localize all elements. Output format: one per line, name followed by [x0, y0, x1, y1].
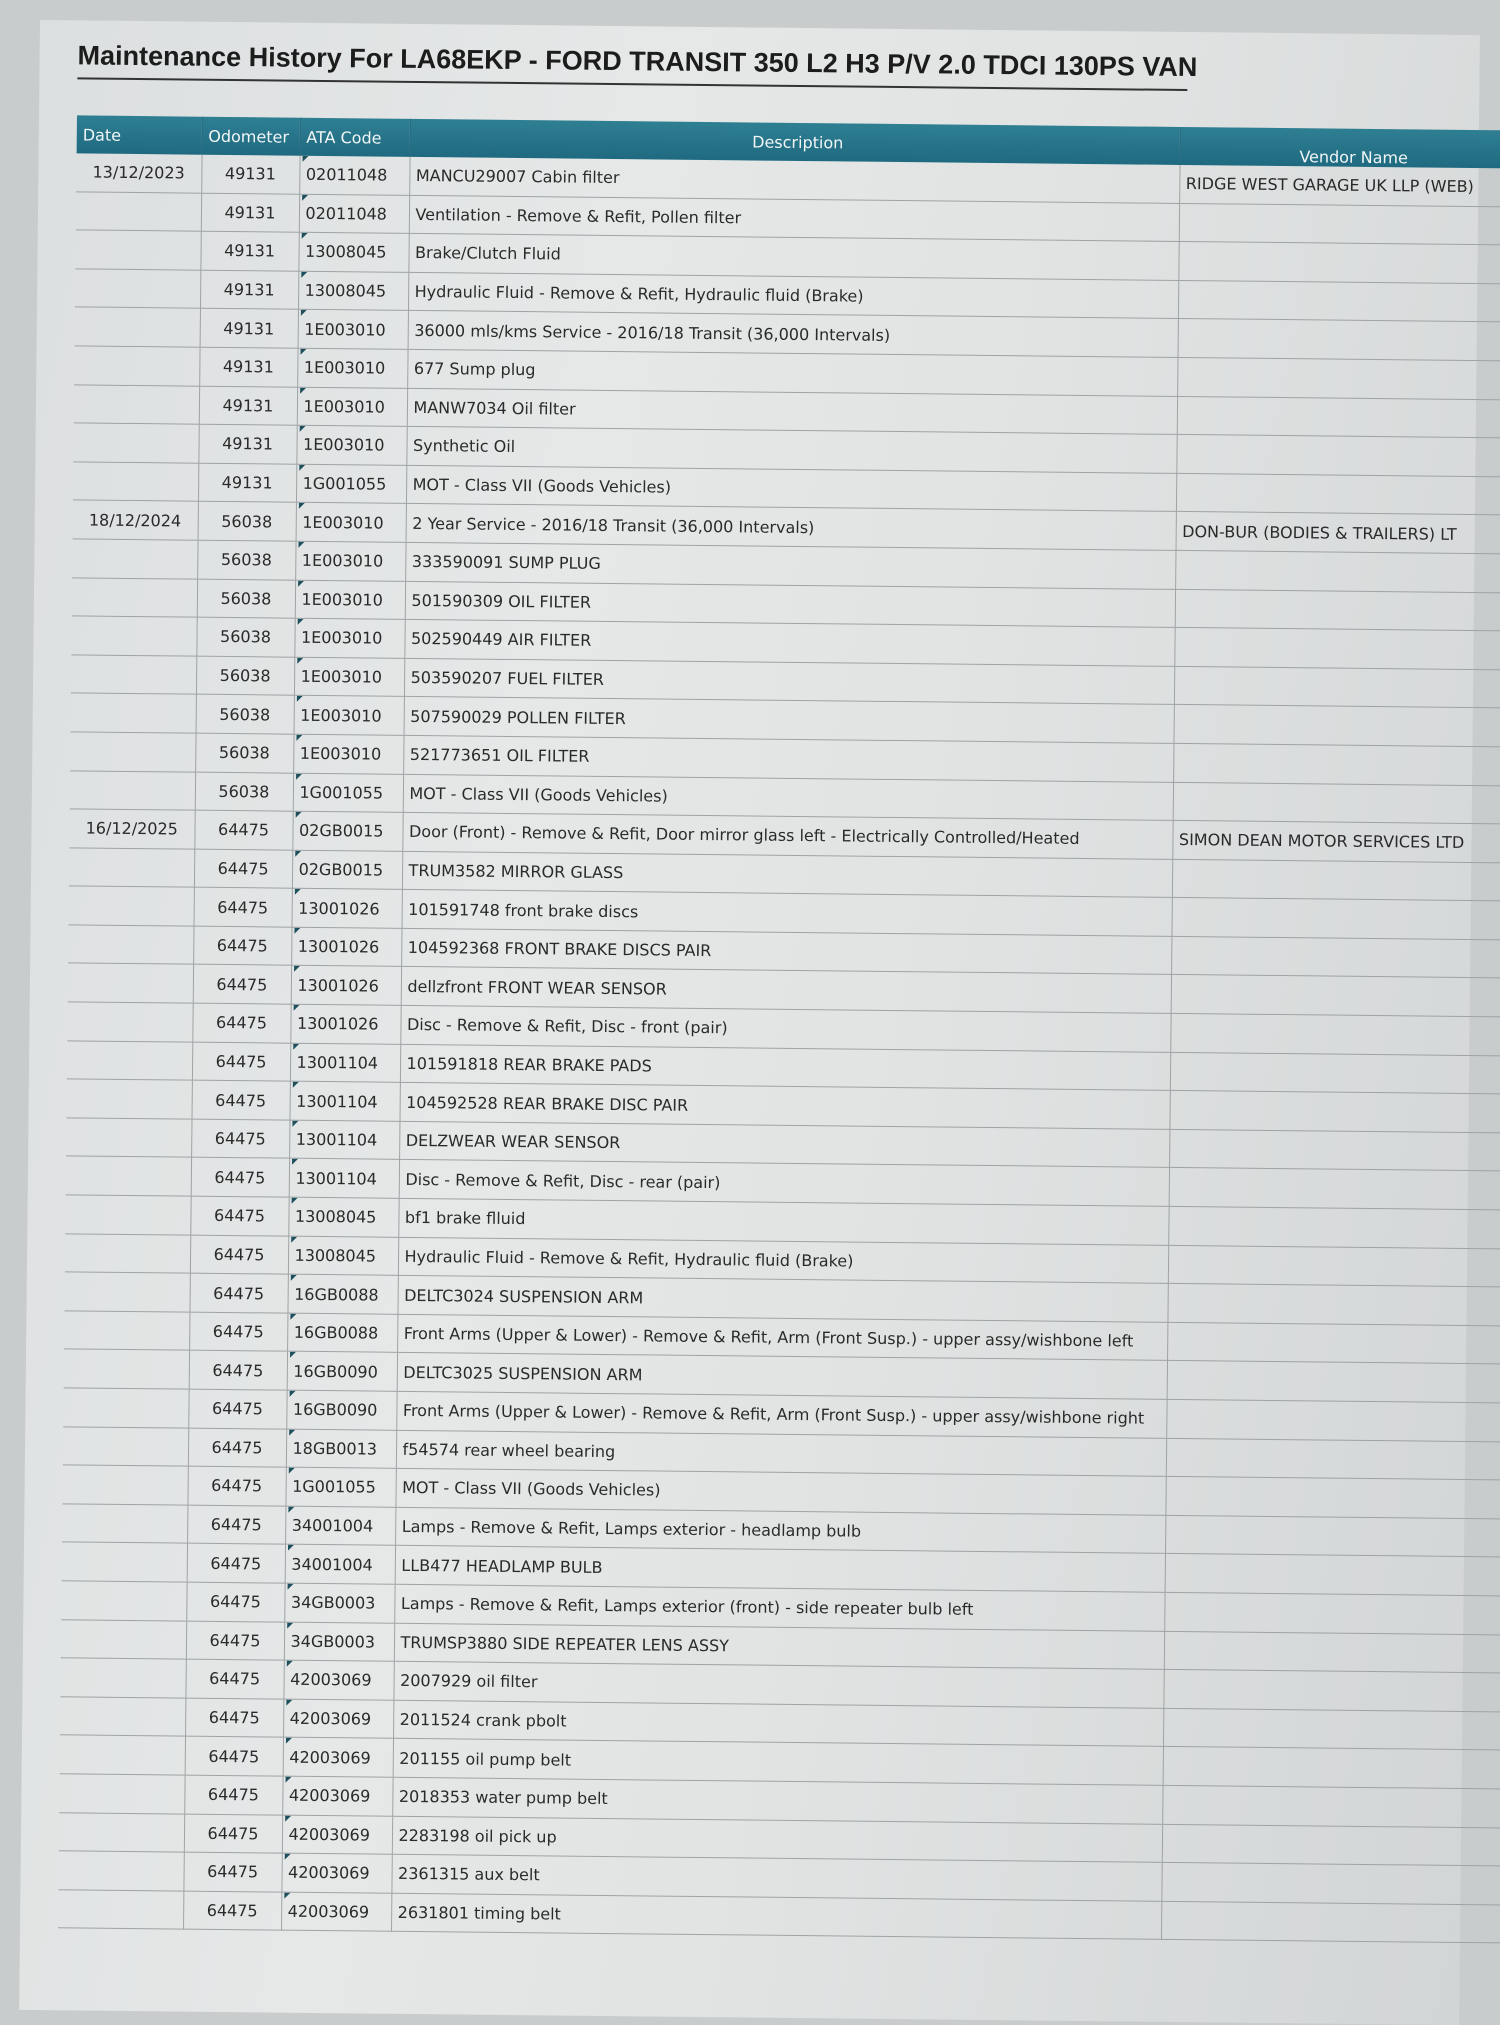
row-description: 2283198 oil pick up	[392, 1816, 1162, 1863]
row-vendor-name	[1161, 1901, 1500, 1943]
row-odometer: 56038	[196, 617, 294, 657]
row-vendor-name	[1164, 1631, 1500, 1673]
row-date	[61, 1619, 186, 1659]
row-vendor-name	[1165, 1515, 1500, 1557]
row-description: 2 Year Service - 2016/18 Transit (36,000 Intervals)	[406, 504, 1176, 551]
row-odometer: 64475	[184, 1814, 282, 1854]
row-odometer: 56038	[196, 694, 294, 734]
row-vendor-name	[1162, 1824, 1500, 1866]
row-odometer: 64475	[185, 1659, 283, 1699]
row-ata-code: 34001004	[285, 1506, 395, 1546]
row-ata-code: 34001004	[285, 1545, 395, 1585]
row-date	[60, 1697, 185, 1737]
row-description: 507590029 POLLEN FILTER	[404, 697, 1174, 744]
row-description: DELZWEAR WEAR SENSOR	[399, 1121, 1169, 1168]
row-ata-code: 16GB0088	[287, 1313, 397, 1353]
row-ata-code: 02011048	[299, 156, 409, 195]
row-odometer: 64475	[185, 1698, 283, 1738]
row-vendor-name	[1176, 435, 1500, 477]
row-odometer: 64475	[187, 1505, 285, 1545]
row-ata-code: 13008045	[288, 1197, 398, 1237]
row-date	[67, 1040, 192, 1080]
row-ata-code: 02GB0015	[292, 811, 402, 851]
row-ata-code: 02GB0015	[292, 850, 402, 890]
row-ata-code: 1E003010	[296, 425, 406, 465]
row-odometer: 49131	[200, 309, 298, 349]
row-description: 2361315 aux belt	[391, 1854, 1161, 1901]
row-ata-code: 1E003010	[297, 348, 407, 388]
header-ata-code: ATA Code	[300, 118, 410, 157]
row-vendor-name	[1167, 1322, 1500, 1364]
table-body	[58, 153, 1500, 1943]
header-date: Date	[77, 115, 202, 154]
row-vendor-name	[1169, 1129, 1500, 1171]
row-ata-code: 13001026	[291, 966, 401, 1006]
row-date	[59, 1812, 184, 1852]
row-date	[74, 346, 199, 386]
row-date	[73, 462, 198, 502]
row-ata-code: 42003069	[281, 1892, 391, 1932]
row-description: LLB477 HEADLAMP BULB	[395, 1546, 1165, 1593]
row-ata-code: 16GB0090	[287, 1352, 397, 1392]
row-description: dellzfront FRONT WEAR SENSOR	[401, 967, 1171, 1014]
row-ata-code: 13001026	[290, 1004, 400, 1044]
row-date	[71, 655, 196, 695]
row-date	[64, 1349, 189, 1389]
row-description: 2631801 timing belt	[391, 1893, 1161, 1940]
row-vendor-name	[1169, 1091, 1500, 1133]
row-vendor-name	[1165, 1477, 1500, 1519]
row-date	[70, 732, 195, 772]
row-description: Hydraulic Fluid - Remove & Refit, Hydraulic fluid (Brake)	[408, 272, 1178, 319]
row-odometer: 49131	[201, 155, 299, 194]
row-odometer: 56038	[198, 502, 296, 542]
row-description: 502590449 AIR FILTER	[404, 619, 1174, 666]
row-ata-code: 18GB0013	[286, 1429, 396, 1469]
row-odometer: 64475	[187, 1466, 285, 1506]
row-description: bf1 brake flluid	[398, 1198, 1168, 1245]
row-vendor-name	[1161, 1862, 1500, 1904]
row-vendor-name	[1172, 859, 1500, 901]
row-ata-code: 1E003010	[296, 503, 406, 543]
row-ata-code: 34GB0003	[284, 1583, 394, 1623]
row-ata-code: 13008045	[298, 232, 408, 272]
row-vendor-name: RIDGE WEST GARAGE UK LLP (WEB)	[1179, 165, 1500, 207]
row-ata-code: 1G001055	[285, 1467, 395, 1507]
row-ata-code: 1E003010	[297, 387, 407, 427]
row-ata-code: 42003069	[282, 1815, 392, 1855]
row-odometer: 64475	[190, 1235, 288, 1275]
row-description: f54574 rear wheel bearing	[396, 1430, 1166, 1477]
row-description: Door (Front) - Remove & Refit, Door mirror glass left - Electrically Controlled/Heated	[402, 812, 1172, 859]
row-date	[62, 1542, 187, 1582]
document-sheet	[19, 20, 1480, 2025]
row-description: Synthetic Oil	[406, 427, 1176, 474]
row-vendor-name	[1163, 1747, 1500, 1789]
row-odometer: 64475	[189, 1351, 287, 1391]
row-date	[62, 1465, 187, 1505]
row-odometer: 64475	[184, 1775, 282, 1815]
row-description: Hydraulic Fluid - Remove & Refit, Hydraulic fluid (Brake)	[398, 1237, 1168, 1284]
row-description: 2011524 crank pbolt	[393, 1700, 1163, 1747]
row-odometer: 64475	[183, 1852, 281, 1892]
row-description: Lamps - Remove & Refit, Lamps exterior - headlamp bulb	[395, 1507, 1165, 1554]
row-date	[62, 1504, 187, 1544]
row-description: DELTC3024 SUSPENSION ARM	[397, 1276, 1167, 1323]
header-odometer: Odometer	[202, 117, 300, 156]
row-vendor-name	[1168, 1206, 1500, 1248]
row-description: Lamps - Remove & Refit, Lamps exterior (front) - side repeater bulb left	[394, 1584, 1164, 1631]
row-description: 104592528 REAR BRAKE DISC PAIR	[399, 1083, 1169, 1130]
row-odometer: 64475	[193, 926, 291, 966]
row-vendor-name	[1176, 473, 1500, 515]
row-vendor-name	[1178, 319, 1500, 361]
row-vendor-name	[1179, 203, 1500, 245]
row-date	[58, 1851, 183, 1891]
row-date	[75, 230, 200, 270]
row-date	[68, 963, 193, 1003]
row-description: Ventilation - Remove & Refit, Pollen filter	[409, 195, 1179, 242]
row-odometer: 64475	[194, 887, 292, 927]
row-ata-code: 1E003010	[294, 696, 404, 736]
row-ata-code: 1E003010	[295, 541, 405, 581]
row-odometer: 64475	[191, 1080, 289, 1120]
row-odometer: 64475	[194, 810, 292, 850]
row-date	[60, 1735, 185, 1775]
row-odometer: 49131	[200, 270, 298, 310]
row-date	[66, 1156, 191, 1196]
row-odometer: 56038	[195, 772, 293, 812]
row-vendor-name	[1173, 705, 1500, 747]
row-vendor-name	[1169, 1168, 1500, 1210]
row-odometer: 64475	[185, 1736, 283, 1776]
row-ata-code: 13001104	[289, 1081, 399, 1121]
row-description: MANCU29007 Cabin filter	[409, 157, 1179, 203]
row-ata-code: 02011048	[299, 194, 409, 234]
row-date	[76, 191, 201, 231]
row-date: 16/12/2025	[69, 809, 194, 849]
row-description: 333590091 SUMP PLUG	[405, 542, 1175, 589]
row-description: Front Arms (Upper & Lower) - Remove & Refit, Arm (Front Susp.) - upper assy/wishbone left	[397, 1314, 1167, 1361]
row-odometer: 64475	[192, 1042, 290, 1082]
row-ata-code: 1E003010	[293, 734, 403, 774]
row-ata-code: 13001026	[292, 888, 402, 928]
header-vendor-name: Vendor Name	[1180, 127, 1500, 169]
row-date	[71, 693, 196, 733]
row-ata-code: 42003069	[283, 1699, 393, 1739]
row-date	[72, 577, 197, 617]
row-odometer: 64475	[191, 1158, 289, 1198]
row-date	[61, 1581, 186, 1621]
row-vendor-name	[1177, 357, 1500, 399]
row-date	[58, 1890, 183, 1930]
row-date	[63, 1426, 188, 1466]
row-vendor-name	[1171, 936, 1500, 978]
row-date	[72, 539, 197, 579]
row-odometer: 64475	[188, 1389, 286, 1429]
row-vendor-name	[1177, 396, 1500, 438]
row-odometer: 64475	[189, 1273, 287, 1313]
row-vendor-name	[1173, 782, 1500, 824]
row-description: Front Arms (Upper & Lower) - Remove & Refit, Arm (Front Susp.) - upper assy/wishbone right	[396, 1391, 1166, 1438]
row-ata-code: 1G001055	[296, 464, 406, 504]
row-date	[66, 1118, 191, 1158]
row-date	[69, 886, 194, 926]
row-vendor-name	[1164, 1592, 1500, 1634]
row-description: MOT - Class VII (Goods Vehicles)	[403, 774, 1173, 821]
row-odometer: 64475	[191, 1119, 289, 1159]
row-date	[74, 384, 199, 424]
row-odometer: 64475	[186, 1582, 284, 1622]
row-description: Brake/Clutch Fluid	[408, 234, 1178, 281]
row-odometer: 64475	[183, 1891, 281, 1931]
row-ata-code: 16GB0088	[287, 1274, 397, 1314]
row-vendor-name	[1166, 1399, 1500, 1441]
row-description: 2007929 oil filter	[393, 1661, 1163, 1708]
row-date	[70, 770, 195, 810]
row-odometer: 49131	[199, 386, 297, 426]
row-date	[71, 616, 196, 656]
row-ata-code: 13001104	[290, 1043, 400, 1083]
row-odometer: 49131	[199, 347, 297, 387]
row-date	[75, 307, 200, 347]
row-odometer: 56038	[197, 540, 295, 580]
row-vendor-name	[1165, 1554, 1500, 1596]
row-odometer: 64475	[188, 1428, 286, 1468]
document-title: Maintenance History For LA68EKP - FORD TRANSIT 350 L2 H3 P/V 2.0 TDCI 130PS VAN	[77, 40, 1187, 91]
row-description: DELTC3025 SUSPENSION ARM	[397, 1353, 1167, 1400]
row-odometer: 64475	[192, 1003, 290, 1043]
row-date	[73, 423, 198, 463]
header-description: Description	[410, 119, 1180, 165]
row-description: 503590207 FUEL FILTER	[404, 658, 1174, 705]
row-date	[65, 1233, 190, 1273]
row-date	[67, 1002, 192, 1042]
row-description: Disc - Remove & Refit, Disc - rear (pair)	[399, 1160, 1169, 1207]
row-vendor-name: SIMON DEAN MOTOR SERVICES LTD	[1172, 820, 1500, 862]
row-ata-code: 34GB0003	[284, 1622, 394, 1662]
row-date	[69, 848, 194, 888]
row-vendor-name	[1178, 242, 1500, 284]
row-odometer: 64475	[193, 965, 291, 1005]
maintenance-table	[58, 115, 1500, 1943]
row-date	[67, 1079, 192, 1119]
row-vendor-name	[1175, 589, 1500, 631]
row-description: TRUMSP3880 SIDE REPEATER LENS ASSY	[394, 1623, 1164, 1670]
row-description: 201155 oil pump belt	[393, 1739, 1163, 1786]
row-description: TRUM3582 MIRROR GLASS	[402, 851, 1172, 898]
row-vendor-name	[1171, 898, 1500, 940]
row-odometer: 49131	[198, 463, 296, 503]
row-description: MOT - Class VII (Goods Vehicles)	[406, 465, 1176, 512]
row-vendor-name	[1171, 975, 1500, 1017]
row-description: 101591748 front brake discs	[402, 890, 1172, 937]
row-odometer: 64475	[187, 1543, 285, 1583]
row-ata-code: 13008045	[288, 1236, 398, 1276]
row-vendor-name	[1167, 1284, 1500, 1326]
row-description: 521773651 OIL FILTER	[403, 735, 1173, 782]
row-vendor-name	[1175, 550, 1500, 592]
row-vendor-name	[1173, 743, 1500, 785]
row-ata-code: 13001026	[291, 927, 401, 967]
row-odometer: 49131	[200, 231, 298, 271]
row-ata-code: 1E003010	[294, 618, 404, 658]
row-vendor-name: DON-BUR (BODIES & TRAILERS) LT	[1176, 512, 1500, 554]
row-description: MOT - Class VII (Goods Vehicles)	[395, 1468, 1165, 1515]
row-description: 36000 mls/kms Service - 2016/18 Transit (36,000 Intervals)	[408, 311, 1178, 358]
row-odometer: 56038	[195, 733, 293, 773]
row-date	[65, 1195, 190, 1235]
row-vendor-name	[1168, 1245, 1500, 1287]
row-date: 13/12/2023	[76, 153, 201, 192]
row-vendor-name	[1178, 280, 1500, 322]
row-ata-code: 42003069	[283, 1737, 393, 1777]
row-odometer: 64475	[186, 1621, 284, 1661]
row-date	[75, 269, 200, 309]
row-ata-code: 42003069	[281, 1853, 391, 1893]
row-date	[59, 1774, 184, 1814]
row-date	[63, 1388, 188, 1428]
row-vendor-name	[1170, 1052, 1500, 1094]
row-odometer: 64475	[189, 1312, 287, 1352]
row-date	[68, 925, 193, 965]
row-description: 501590309 OIL FILTER	[405, 581, 1175, 628]
row-odometer: 56038	[197, 579, 295, 619]
row-ata-code: 13001104	[289, 1120, 399, 1160]
row-vendor-name	[1163, 1670, 1500, 1712]
row-vendor-name	[1162, 1785, 1500, 1827]
row-ata-code: 42003069	[283, 1660, 393, 1700]
row-odometer: 56038	[196, 656, 294, 696]
row-ata-code: 13001104	[289, 1159, 399, 1199]
row-vendor-name	[1174, 666, 1500, 708]
row-description: 104592368 FRONT BRAKE DISCS PAIR	[401, 928, 1171, 975]
row-date	[60, 1658, 185, 1698]
row-ata-code: 1E003010	[294, 657, 404, 697]
row-description: Disc - Remove & Refit, Disc - front (pair)	[400, 1005, 1170, 1052]
row-description: 677 Sump plug	[407, 349, 1177, 396]
row-ata-code: 16GB0090	[286, 1390, 396, 1430]
row-ata-code: 1G001055	[293, 773, 403, 813]
row-ata-code: 13008045	[298, 271, 408, 311]
row-description: 2018353 water pump belt	[392, 1777, 1162, 1824]
row-odometer: 49131	[198, 424, 296, 464]
row-date	[64, 1311, 189, 1351]
row-vendor-name	[1167, 1361, 1500, 1403]
row-odometer: 64475	[194, 849, 292, 889]
row-ata-code: 1E003010	[295, 580, 405, 620]
row-vendor-name	[1174, 628, 1500, 670]
row-description: MANW7034 Oil filter	[407, 388, 1177, 435]
row-ata-code: 1E003010	[298, 310, 408, 350]
row-odometer: 49131	[201, 193, 299, 233]
row-description: 101591818 REAR BRAKE PADS	[400, 1044, 1170, 1091]
row-vendor-name	[1163, 1708, 1500, 1750]
row-vendor-name	[1170, 1013, 1500, 1055]
row-date: 18/12/2024	[73, 500, 198, 540]
row-vendor-name	[1166, 1438, 1500, 1480]
row-odometer: 64475	[190, 1196, 288, 1236]
row-ata-code: 42003069	[282, 1776, 392, 1816]
row-date	[64, 1272, 189, 1312]
